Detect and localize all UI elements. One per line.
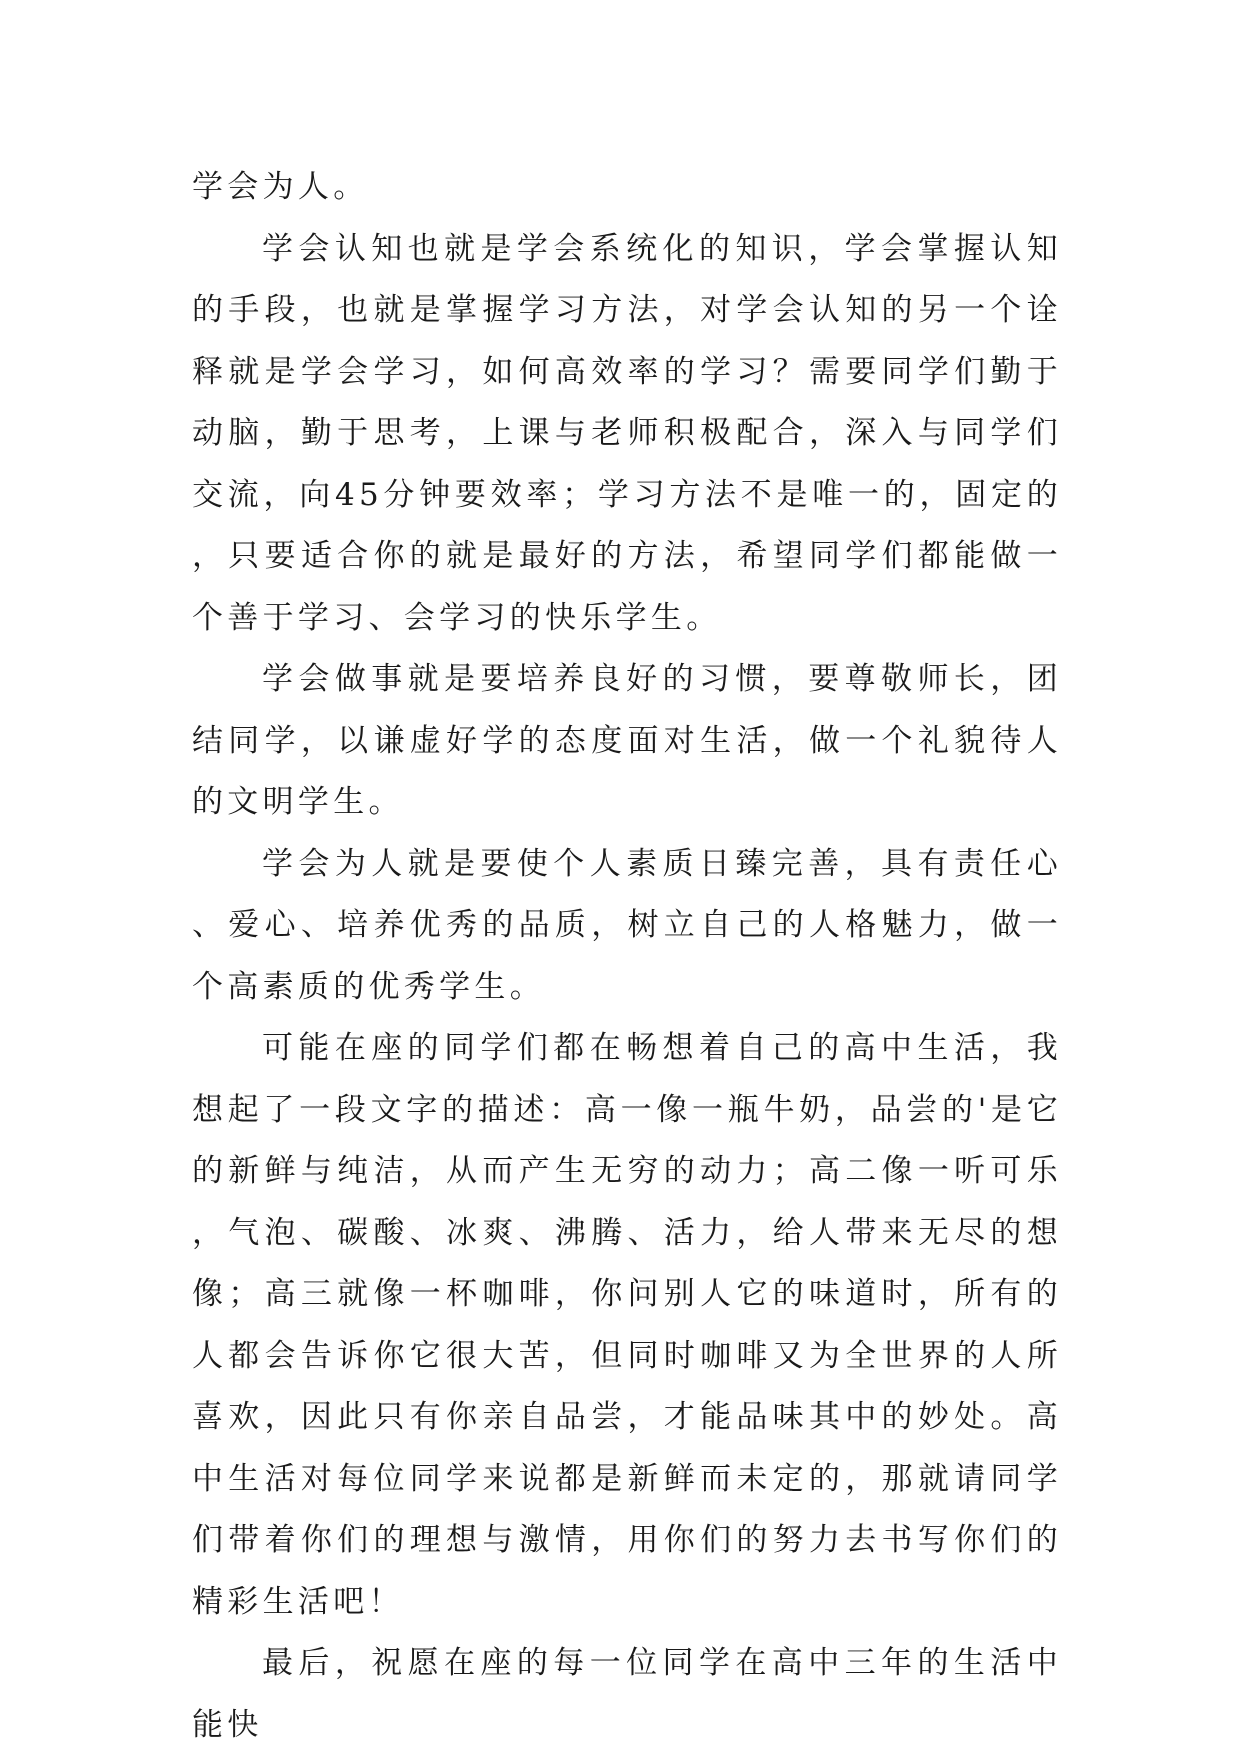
paragraph-learn-to-know: 学会认知也就是学会系统化的知识，学会掌握认知的手段，也就是掌握学习方法，对学会认知的另一个诠释就是学会学习，如何高效率的学习？需要同学们勤于动脑，勤于思考，上课与老师积极配合，深入与同学们交流，向45分钟要效率；学习方法不是唯一的，固定的，只要适合你的就是最好的方法，希望同学们都能做一个善于学习、会学习的快乐学生。 (192, 230, 1062, 636)
paragraph-learn-to-do: 学会做事就是要培养良好的习惯，要尊敬师长，团结同学，以谦虚好学的态度面对生活，做一个礼貌待人的文明学生。 (192, 661, 1062, 820)
paragraph-continuation: 学会为人。 (192, 169, 369, 205)
paragraph-learn-to-be: 学会为人就是要使个人素质日臻完善，具有责任心、爱心、培养优秀的品质，树立自己的人格魅力，做一个高素质的优秀学生。 (192, 845, 1062, 1005)
paragraph-closing-wish: 最后，祝愿在座的每一位同学在高中三年的生活中能快 (192, 1645, 1062, 1743)
document-body (192, 157, 1062, 1756)
paragraph-high-school-life: 可能在座的同学们都在畅想着自己的高中生活，我想起了一段文字的描述：高一像一瓶牛奶，品尝的'是它的新鲜与纯洁，从而产生无穷的动力；高二像一听可乐，气泡、碳酸、冰爽、沸腾、活力，给人带来无尽的想像；高三就像一杯咖啡，你问别人它的味道时，所有的人都会告诉你它很大苦，但同时咖啡又为全世界的人所喜欢，因此只有你亲自品尝，才能品味其中的妙处。高中生活对每位同学来说都是新鲜而未定的，那就请同学们带着你们的理想与激情，用你们的努力去书写你们的精彩生活吧！ (192, 1030, 1062, 1620)
